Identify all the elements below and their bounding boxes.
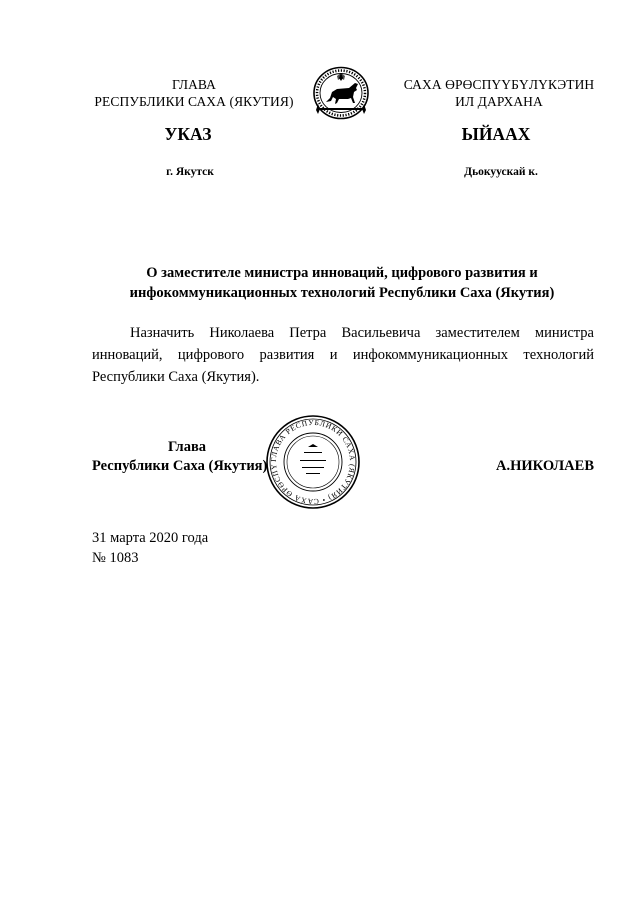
signatory-name: А.НИКОЛАЕВ (496, 458, 594, 474)
decree-body-paragraph: Назначить Николаева Петра Васильевича заместителем министра инноваций, цифрового развития и инфокоммуникационных технологий Республики Саха (Якутия). (92, 325, 594, 385)
place-sakha: Дьокуускай к. (464, 166, 538, 178)
document-title (92, 264, 592, 303)
document-title-line2: инфокоммуникационных технологий Республики Саха (Якутия) (129, 284, 555, 301)
date-number-block (92, 528, 208, 568)
signatory-post (92, 438, 282, 476)
signatory-post-line1: Глава (167, 439, 207, 455)
header-left-line2: РЕСПУБЛИКИ САХА (ЯКУТИЯ) (94, 94, 294, 109)
decree-date: 31 марта 2020 года (92, 530, 209, 546)
header-left-block (84, 76, 304, 110)
header-right-line1: САХА ӨРӨСПҮҮБҮЛҮКЭТИН (403, 77, 595, 92)
decree-number: № 1083 (92, 550, 139, 566)
doc-type-sakha: ЫЙААХ (461, 124, 531, 144)
official-seal-icon (264, 414, 362, 510)
header-right-block (394, 76, 604, 110)
signatory-post-line2: Республики Саха (Якутия) (92, 458, 268, 474)
svg-text:ГЛАВА РЕСПУБЛИКИ САХА (ЯКУТИЯ): ГЛАВА РЕСПУБЛИКИ САХА (ЯКУТИЯ) • САХА ӨРӨСПҮ (268, 417, 358, 507)
header-left-line1: ГЛАВА (171, 77, 217, 92)
place-ru: г. Якутск (166, 166, 214, 178)
coat-of-arms-emblem-icon (308, 64, 374, 120)
doc-type-ru: УКАЗ (164, 124, 212, 144)
header-right-line2: ИЛ ДАРХАНА (455, 94, 543, 109)
document-title-line1: О заместителе министра инноваций, цифрового развития и (146, 265, 538, 281)
